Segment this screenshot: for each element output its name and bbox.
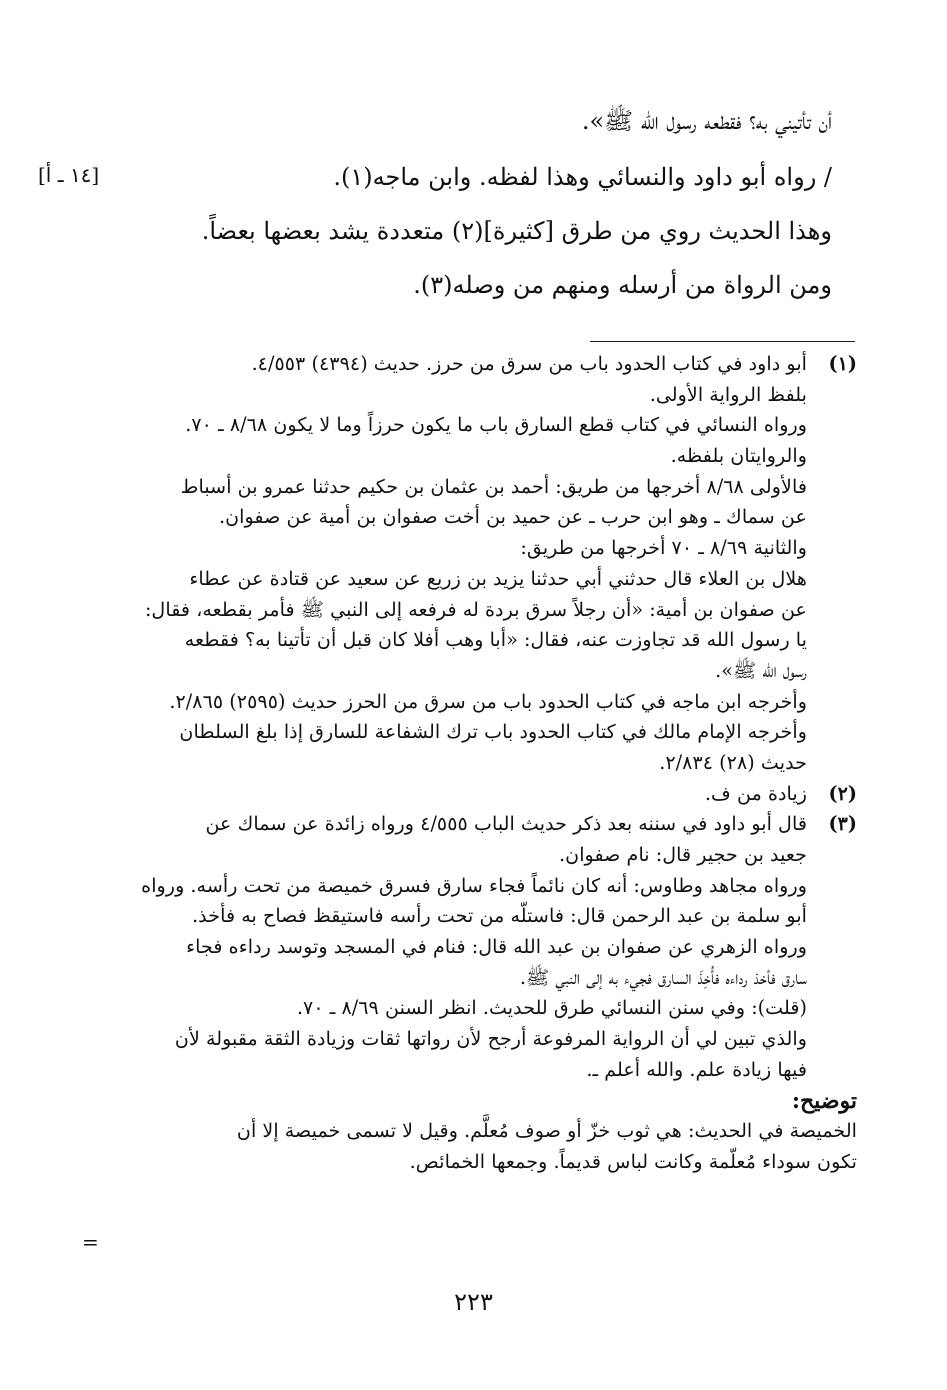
continuation-mark: = (82, 1230, 99, 1254)
footnote-line (100, 564, 857, 595)
footnote-text: أبو داود في كتاب الحدود باب من سرق من حرز. حديث (٤٣٩٤) ٤/٥٥٣. (251, 352, 807, 375)
footnote-line (100, 1024, 857, 1055)
footnote-number: (٢) (828, 781, 857, 805)
footnote-text: ورواه الزهري عن صفوان بن عبد الله قال: فنام في المسجد وتوسد رداءه فجاء (186, 935, 807, 959)
footnote-line (100, 441, 857, 472)
footnote-line (100, 717, 857, 748)
footnote-line (100, 472, 857, 503)
footnote-line (100, 963, 857, 994)
footnote-line (100, 871, 857, 902)
main-text-line-3: وهذا الحديث روي من طرق [كثيرة](٢) متعددة يشد بعضها بعضاً. (201, 217, 832, 245)
footnote-text: والروايتان بلفظه. (670, 444, 807, 468)
footnote-line (100, 901, 857, 932)
footnote-line (100, 932, 857, 963)
footnote-text: رسول الله ﷺ». (715, 658, 807, 682)
page-number: ٢٢٣ (454, 1288, 493, 1316)
footnotes-block (100, 349, 857, 1178)
footnote-number: (١) (828, 352, 857, 375)
footnote-line (100, 410, 857, 441)
footnote-line (100, 687, 857, 718)
footnote-text: سارق فأخذ رداءه فأُخِذَ السارق فجيء به إلى النبي ﷺ. (519, 965, 807, 989)
footnote-text: والثانية ٨/٦٩ ـ ٧٠ أخرجها من طريق: (520, 536, 807, 560)
footnote-line (100, 533, 857, 564)
footnote-text: وأخرجه ابن ماجه في كتاب الحدود باب من سرق من الحرز حديث (٢٥٩٥) ٢/٨٦٥. (169, 689, 807, 713)
main-text-line-2: / رواه أبو داود والنسائي وهذا لفظه. وابن ماجه(١). (333, 163, 832, 191)
footnote-line (100, 809, 857, 840)
footnote-text: وأخرجه الإمام مالك في كتاب الحدود باب ترك الشفاعة للسارق إذا بلغ السلطان (179, 720, 807, 744)
footnote-text: ورواه مجاهد وطاوس: أنه كان نائماً فجاء سارق فسرق خميصة من تحت رأسه. ورواه (141, 873, 807, 897)
footnote-text: حديث (٢٨) ٢/٨٣٤. (659, 750, 807, 774)
footnote-line (100, 502, 857, 533)
footnote-text: ورواه النسائي في كتاب قطع السارق باب ما يكون حرزاً وما لا يكون ٨/٦٨ ـ ٧٠. (185, 413, 807, 437)
footnote-text: عن سماك ـ وهو ابن حرب ـ عن حميد بن أخت صفوان بن أمية عن صفوان. (218, 505, 807, 529)
footnote-text: زيادة من ف. (704, 781, 807, 805)
footnote-text: يا رسول الله قد تجاوزت عنه، فقال: «أبا وهب أفلا كان قبل أن تأتينا به؟ فقطعه (184, 628, 807, 652)
main-text-line-1: أن تأتيني به؟ فقطعه رسول الله ﷺ». (581, 107, 832, 135)
footnote-line (100, 779, 857, 810)
tawdih-line (100, 1147, 857, 1178)
footnote-line (100, 349, 857, 380)
footnote-text: أبو سلمة بن عبد الرحمن قال: فاستلّه من تحت رأسه فاستيقظ فصاح به فأخذ. (192, 904, 807, 928)
tawdih-line (100, 1116, 857, 1147)
footnote-line (100, 748, 857, 779)
tawdih-text: تكون سوداء مُعلّمة وكانت لباس قديماً. وجمعها الخمائص. (409, 1149, 857, 1173)
footnote-line (100, 993, 857, 1024)
tawdih-heading: توضيح: (791, 1087, 857, 1114)
footnote-text: والذي تبين لي أن الرواية المرفوعة أرجح لأن رواتها ثقات وزيادة الثقة مقبولة لأن (174, 1027, 807, 1051)
footnote-number: (٣) (828, 812, 857, 836)
footnote-line (100, 380, 857, 411)
footnote-separator (590, 341, 855, 342)
manuscript-folio-reference: [١٤ ـ أ] (38, 163, 100, 187)
footnote-text: هلال بن العلاء قال حدثني أبي حدثنا يزيد بن زريع عن سعيد عن قتادة عن عطاء (189, 566, 807, 590)
footnote-text: فيها زيادة علم. والله أعلم ـ. (586, 1057, 807, 1081)
tawdih-text: الخميصة في الحديث: هي ثوب خزّ أو صوف مُعلَّم. وقيل لا تسمى خميصة إلا أن (236, 1119, 857, 1143)
tawdih-heading-line (100, 1086, 857, 1117)
footnote-line (100, 840, 857, 871)
footnote-text: بلفظ الرواية الأولى. (649, 382, 807, 406)
footnote-text: جعيد بن حجير قال: نام صفوان. (559, 843, 807, 866)
footnote-text: عن صفوان بن أمية: «أن رجلاً سرق بردة له فرفعه إلى النبي ﷺ فأمر بقطعه، فقال: (144, 597, 807, 621)
footnote-line (100, 625, 857, 656)
footnote-line (100, 595, 857, 626)
footnote-line (100, 656, 857, 687)
footnote-text: (قلت): وفي سنن النسائي طرق للحديث. انظر السنن ٨/٦٩ ـ ٧٠. (296, 996, 807, 1020)
footnote-text: فالأولى ٨/٦٨ أخرجها من طريق: أحمد بن عثمان بن حكيم حدثنا عمرو بن أسباط (180, 474, 807, 498)
footnote-text: قال أبو داود في سننه بعد ذكر حديث الباب ٤/٥٥٥ ورواه زائدة عن سماك عن (205, 812, 807, 836)
footnote-line (100, 1055, 857, 1086)
main-text-line-4: ومن الرواة من أرسله ومنهم من وصله(٣). (413, 271, 832, 299)
